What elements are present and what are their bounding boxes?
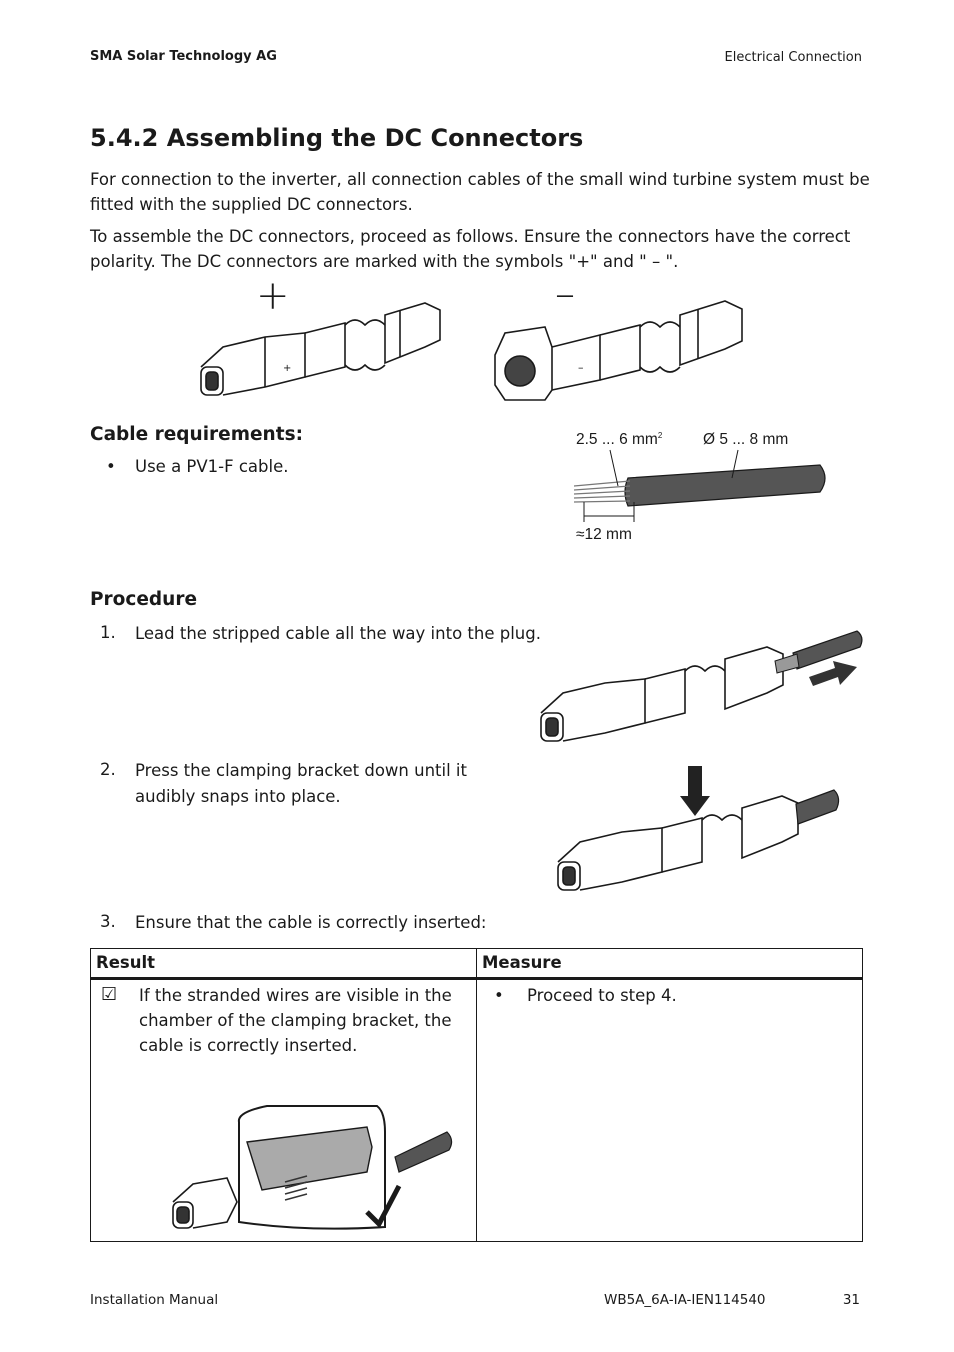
cross-section-label: 2.5 ... 6 $mm^2$ [576, 431, 663, 449]
bullet: • [106, 457, 116, 476]
strip-length-label: ≈12 mm [576, 526, 632, 543]
column-header-measure: Measure [477, 949, 863, 979]
measure-text: Proceed to step 4. [527, 986, 677, 1005]
footer-doc-title: Installation Manual [90, 1292, 219, 1308]
section-title: 5.4.2 Assembling the DC Connectors [90, 124, 584, 152]
result-cell [91, 979, 477, 1242]
step-1-illustration [535, 625, 867, 745]
footer-doc-code: WB5A_6A-IA-IEN114540 [604, 1292, 766, 1308]
table-row [91, 979, 863, 1242]
intro-paragraph-2: To assemble the DC connectors, proceed as follows. Ensure the connectors have the correct polarity. The DC connectors are marked with the symbols "+" and " – ". [90, 227, 851, 271]
plus-symbol: + [256, 273, 290, 319]
result-table [90, 948, 863, 1242]
procedure-heading: Procedure [90, 589, 197, 610]
header-section: Electrical Connection [724, 50, 862, 65]
minus-connector-illustration [490, 285, 760, 410]
table-header-row [91, 949, 863, 979]
result-text: If the stranded wires are visible in the chamber of the clamping bracket, the cable is correctly inserted. [139, 986, 452, 1055]
column-header-result: Result [91, 949, 477, 979]
measure-cell [477, 979, 863, 1242]
page-number: 31 [842, 1292, 860, 1308]
inserted-cable-detail-illustration [167, 1102, 457, 1237]
svg-text:+: + [283, 363, 292, 374]
diameter-label: Ø 5 ... 8 mm [703, 431, 789, 448]
cable-requirements-heading: Cable requirements: [90, 424, 303, 445]
step-2-illustration [552, 762, 844, 897]
bullet: • [494, 986, 504, 1005]
checkbox-checked-icon: ☑ [101, 984, 118, 1005]
cable-illustration [570, 450, 832, 530]
minus-symbol: – [555, 271, 575, 317]
cable-requirement-item: • Use a PV1-F cable. [106, 457, 289, 476]
intro-paragraph-1: For connection to the inverter, all connection cables of the small wind turbine system must be fitted with the supplied DC connectors. [90, 170, 870, 214]
header-company: SMA Solar Technology AG [90, 49, 277, 64]
plus-connector-illustration [195, 285, 455, 405]
svg-text:–: – [578, 361, 584, 374]
